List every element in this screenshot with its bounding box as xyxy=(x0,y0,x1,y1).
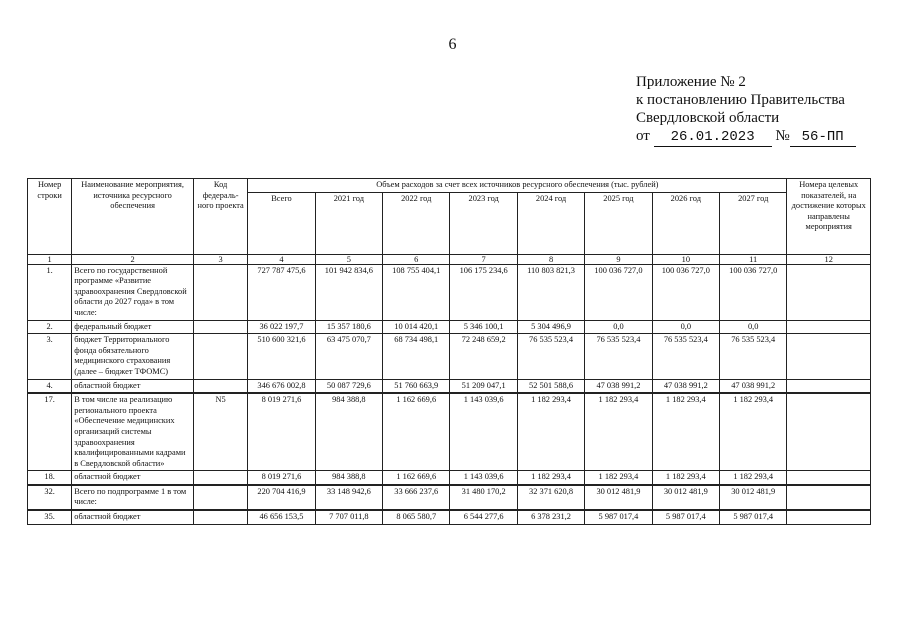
row-value-total: 220 704 416,9 xyxy=(248,485,315,510)
expenses-table xyxy=(27,178,871,525)
column-index: 12 xyxy=(787,254,871,264)
table-row xyxy=(28,264,871,320)
header-row-number: Номер строки xyxy=(28,179,72,255)
number-label: № xyxy=(775,128,790,144)
appendix-header xyxy=(636,73,856,147)
row-value-2025: 1 182 293,4 xyxy=(585,471,652,485)
row-number: 1. xyxy=(28,264,72,320)
appendix-decree: к постановлению Правительства xyxy=(636,92,845,108)
table-row xyxy=(28,510,871,524)
column-index: 10 xyxy=(652,254,719,264)
column-index: 11 xyxy=(720,254,787,264)
row-value-2026: 100 036 727,0 xyxy=(652,264,719,320)
row-value-2022: 1 162 669,6 xyxy=(383,471,450,485)
row-value-2027: 30 012 481,9 xyxy=(720,485,787,510)
row-targets xyxy=(787,334,871,379)
table-row xyxy=(28,320,871,334)
row-value-2024: 1 182 293,4 xyxy=(517,393,584,471)
row-value-2025: 76 535 523,4 xyxy=(585,334,652,379)
row-value-2025: 47 038 991,2 xyxy=(585,379,652,393)
row-name: областной бюджет xyxy=(72,379,194,393)
row-name: областной бюджет xyxy=(72,471,194,485)
appendix-date-line xyxy=(636,127,856,147)
table-row xyxy=(28,471,871,485)
row-value-2021: 50 087 729,6 xyxy=(315,379,382,393)
appendix-title: Приложение № 2 xyxy=(636,74,746,90)
row-number: 18. xyxy=(28,471,72,485)
table-row xyxy=(28,485,871,510)
row-value-2022: 8 065 580,7 xyxy=(383,510,450,524)
row-value-2022: 68 734 498,1 xyxy=(383,334,450,379)
row-project-code xyxy=(193,471,247,485)
row-value-2021: 984 388,8 xyxy=(315,471,382,485)
row-value-2027: 100 036 727,0 xyxy=(720,264,787,320)
header-2025: 2025 год xyxy=(585,192,652,254)
row-number: 32. xyxy=(28,485,72,510)
column-index: 6 xyxy=(383,254,450,264)
row-value-2023: 106 175 234,6 xyxy=(450,264,517,320)
row-value-2024: 1 182 293,4 xyxy=(517,471,584,485)
row-value-total: 46 656 153,5 xyxy=(248,510,315,524)
row-project-code xyxy=(193,320,247,334)
row-targets xyxy=(787,393,871,471)
row-value-2021: 63 475 070,7 xyxy=(315,334,382,379)
row-project-code xyxy=(193,485,247,510)
row-value-2026: 1 182 293,4 xyxy=(652,471,719,485)
row-name: областной бюджет xyxy=(72,510,194,524)
row-value-2021: 15 357 180,6 xyxy=(315,320,382,334)
row-value-2024: 52 501 588,6 xyxy=(517,379,584,393)
row-value-2022: 108 755 404,1 xyxy=(383,264,450,320)
row-number: 3. xyxy=(28,334,72,379)
row-value-2025: 100 036 727,0 xyxy=(585,264,652,320)
header-volume: Объем расходов за счет всех источников ресурсного обеспечения (тыс. рублей) xyxy=(248,179,787,193)
header-2021: 2021 год xyxy=(315,192,382,254)
row-project-code xyxy=(193,264,247,320)
column-index: 8 xyxy=(517,254,584,264)
row-value-total: 8 019 271,6 xyxy=(248,471,315,485)
column-index: 9 xyxy=(585,254,652,264)
row-value-2022: 10 014 420,1 xyxy=(383,320,450,334)
row-value-total: 8 019 271,6 xyxy=(248,393,315,471)
row-value-2022: 51 760 663,9 xyxy=(383,379,450,393)
row-value-2024: 76 535 523,4 xyxy=(517,334,584,379)
row-name: В том числе на реализацию регионального проекта «Обеспечение медицинских организаций системы здравоохранения квалифицированными кадрами в Свердловской области» xyxy=(72,393,194,471)
row-value-2022: 33 666 237,6 xyxy=(383,485,450,510)
row-value-2025: 0,0 xyxy=(585,320,652,334)
column-index: 2 xyxy=(72,254,194,264)
row-value-total: 346 676 002,8 xyxy=(248,379,315,393)
table-row xyxy=(28,334,871,379)
row-project-code: N5 xyxy=(193,393,247,471)
row-value-2027: 76 535 523,4 xyxy=(720,334,787,379)
row-project-code xyxy=(193,510,247,524)
row-targets xyxy=(787,320,871,334)
column-index: 1 xyxy=(28,254,72,264)
column-index: 5 xyxy=(315,254,382,264)
row-value-2026: 5 987 017,4 xyxy=(652,510,719,524)
header-2023: 2023 год xyxy=(450,192,517,254)
header-targets: Номера целевых показателей, на достижение которых направлены мероприятия xyxy=(787,179,871,255)
row-value-2027: 0,0 xyxy=(720,320,787,334)
row-name: Всего по подпрограмме 1 в том числе: xyxy=(72,485,194,510)
column-index: 3 xyxy=(193,254,247,264)
decree-date: 26.01.2023 xyxy=(654,128,772,147)
row-targets xyxy=(787,485,871,510)
header-project-code: Код федераль- ного проекта xyxy=(193,179,247,255)
row-value-2025: 30 012 481,9 xyxy=(585,485,652,510)
header-2022: 2022 год xyxy=(383,192,450,254)
row-number: 17. xyxy=(28,393,72,471)
row-value-2024: 32 371 620,8 xyxy=(517,485,584,510)
row-number: 35. xyxy=(28,510,72,524)
header-total: Всего xyxy=(248,192,315,254)
row-value-2027: 47 038 991,2 xyxy=(720,379,787,393)
row-number: 2. xyxy=(28,320,72,334)
row-value-2026: 0,0 xyxy=(652,320,719,334)
row-value-2025: 1 182 293,4 xyxy=(585,393,652,471)
row-project-code xyxy=(193,334,247,379)
row-value-2024: 6 378 231,2 xyxy=(517,510,584,524)
table-row xyxy=(28,379,871,393)
row-value-2027: 1 182 293,4 xyxy=(720,471,787,485)
row-value-2027: 1 182 293,4 xyxy=(720,393,787,471)
row-value-2021: 7 707 011,8 xyxy=(315,510,382,524)
row-value-2023: 1 143 039,6 xyxy=(450,471,517,485)
header-name: Наименование мероприятия, источника ресурсного обеспечения xyxy=(72,179,194,255)
header-2024: 2024 год xyxy=(517,192,584,254)
row-value-2026: 76 535 523,4 xyxy=(652,334,719,379)
row-targets xyxy=(787,264,871,320)
row-value-total: 36 022 197,7 xyxy=(248,320,315,334)
appendix-region: Свердловской области xyxy=(636,110,780,126)
row-value-2025: 5 987 017,4 xyxy=(585,510,652,524)
row-value-total: 727 787 475,6 xyxy=(248,264,315,320)
row-value-2026: 30 012 481,9 xyxy=(652,485,719,510)
row-value-2021: 33 148 942,6 xyxy=(315,485,382,510)
row-value-2023: 51 209 047,1 xyxy=(450,379,517,393)
row-value-2023: 5 346 100,1 xyxy=(450,320,517,334)
from-label: от xyxy=(636,128,650,144)
row-name: бюджет Территориального фонда обязательного медицинского страхования (далее – бюджет ТФОМС) xyxy=(72,334,194,379)
row-value-2024: 110 803 821,3 xyxy=(517,264,584,320)
row-value-2023: 1 143 039,6 xyxy=(450,393,517,471)
row-value-total: 510 600 321,6 xyxy=(248,334,315,379)
row-targets xyxy=(787,510,871,524)
row-project-code xyxy=(193,379,247,393)
decree-number: 56-ПП xyxy=(790,128,856,147)
column-index: 7 xyxy=(450,254,517,264)
row-targets xyxy=(787,379,871,393)
row-name: Всего по государственной программе «Развитие здравоохранения Свердловской области до 2027 года» в том числе: xyxy=(72,264,194,320)
row-value-2021: 101 942 834,6 xyxy=(315,264,382,320)
header-2026: 2026 год xyxy=(652,192,719,254)
row-value-2026: 1 182 293,4 xyxy=(652,393,719,471)
row-value-2023: 72 248 659,2 xyxy=(450,334,517,379)
row-number: 4. xyxy=(28,379,72,393)
column-index-row xyxy=(28,254,871,264)
row-value-2022: 1 162 669,6 xyxy=(383,393,450,471)
row-name: федеральный бюджет xyxy=(72,320,194,334)
row-value-2024: 5 304 496,9 xyxy=(517,320,584,334)
header-2027: 2027 год xyxy=(720,192,787,254)
column-index: 4 xyxy=(248,254,315,264)
row-value-2027: 5 987 017,4 xyxy=(720,510,787,524)
row-value-2023: 31 480 170,2 xyxy=(450,485,517,510)
table-row xyxy=(28,393,871,471)
row-targets xyxy=(787,471,871,485)
row-value-2021: 984 388,8 xyxy=(315,393,382,471)
page-number: 6 xyxy=(448,36,457,53)
row-value-2026: 47 038 991,2 xyxy=(652,379,719,393)
row-value-2023: 6 544 277,6 xyxy=(450,510,517,524)
